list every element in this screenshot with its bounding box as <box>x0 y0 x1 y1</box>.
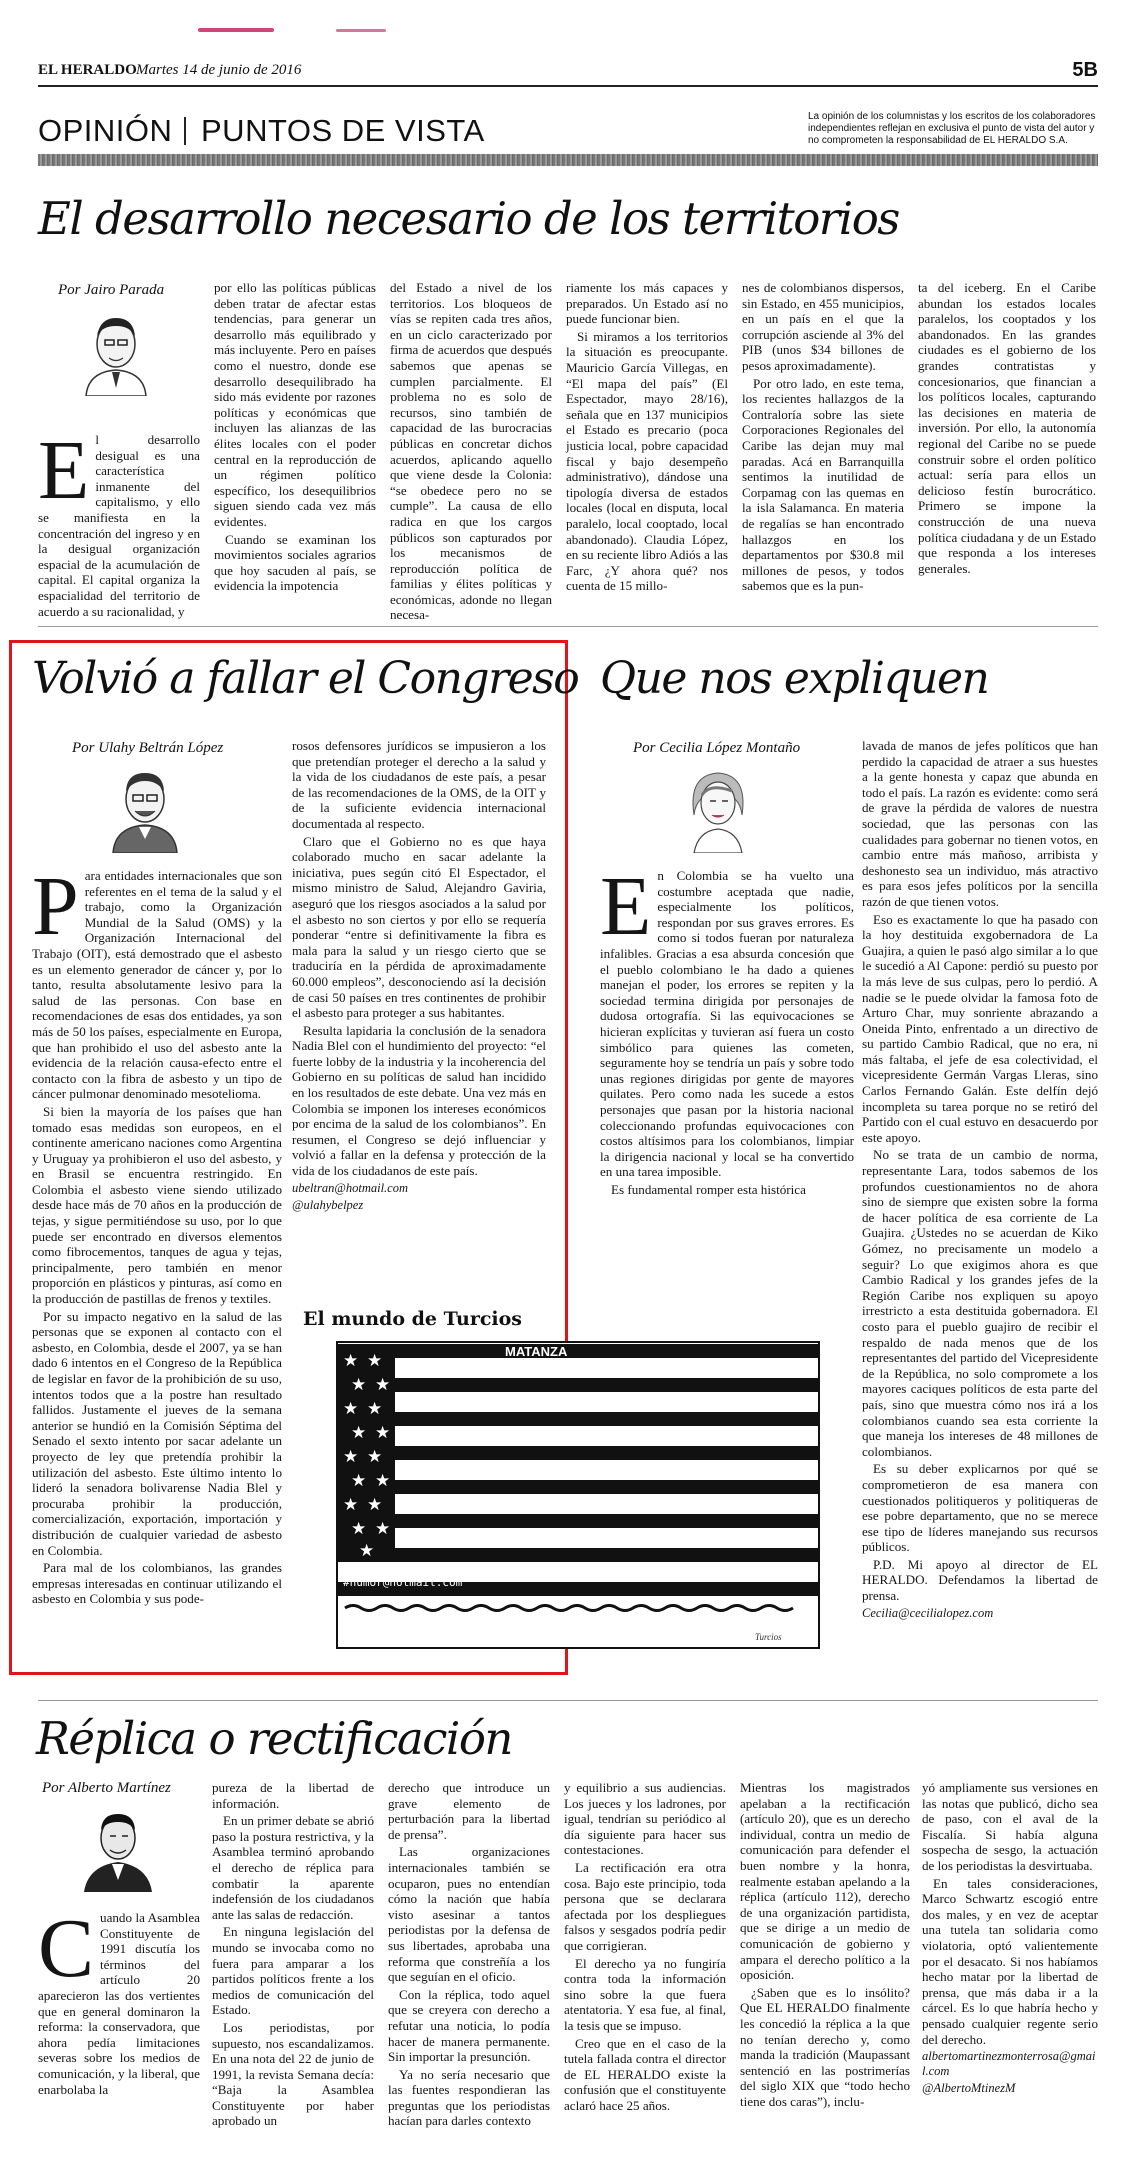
cartoon-signature: Turcios <box>755 1632 782 1642</box>
paragraph: El derecho ya no fungiría contra toda la información sino sobre la que fuera atentatoria. Y esa fue, al final, la tesis que se impuso. <box>564 1955 726 2033</box>
article-explicar-col-2 <box>862 738 1098 1623</box>
section-subtitle: PUNTOS DE VISTA <box>201 113 485 148</box>
svg-text:★: ★ <box>351 1423 367 1443</box>
byline-ulahy-beltran: Por Ulahy Beltrán López <box>72 740 224 756</box>
author-portrait-cecilia-lopez <box>680 765 756 853</box>
paragraph: Por otro lado, en este tema, los recientes hallazgos de la Contraloría sobre las siete Corporaciones Regionales del Caribe las dejan muy mal paradas. Acá en Barranquilla sentimos la inutilidad de Corpamag con las quemas en la isla Salamanca. En materia de regalías se han encontrado hallazgos en los departamentos por $30.8 mil millones de pesos, y todos sabemos que es la pun- <box>742 375 904 594</box>
dropcap: E <box>600 860 652 953</box>
author-portrait-jairo-parada <box>78 308 154 396</box>
masthead <box>38 59 1098 82</box>
svg-text:★: ★ <box>343 1399 359 1419</box>
cartoon-hashtags: #humor@hotmail.com <box>343 1576 463 1589</box>
paragraph: l desarrollo desigual es una característica inmanente del capitalismo, y ello se manifiesta en la concentración del ingreso y en la desigual organización espacial de la acumulación de capital. El capital organiza la espacialidad del territorio de acuerdo a su racionalidad, y <box>38 432 200 619</box>
author-portrait-ulahy-beltran <box>107 765 183 853</box>
author-email: Cecilia@cecilialopez.com <box>862 1605 994 1620</box>
cartoon-title: El mundo de Turcios <box>303 1308 522 1330</box>
article-desarrollo-col-6 <box>918 280 1096 578</box>
byline-cecilia-lopez: Por Cecilia López Montaño <box>633 740 801 756</box>
headline-desarrollo: El desarrollo necesario de los territorios <box>38 192 899 245</box>
divider <box>38 1700 1098 1701</box>
paragraph: lavada de manos de jefes políticos que han perdido la capacidad de atraer a sus huestes a la gente honesta y capaz que abunda en todo el país. La razón es evidente: como será de grave la pérdida de valores de nuestra sociedad, que las personas con las cualidades para gobernar no tienen votos, en cambio entre más mañoso, arribista y deshonesto sea un individuo, más atractivo es para esos jefes políticos por la sencilla razón de que tienen votos. <box>862 738 1098 909</box>
byline-jairo-parada: Por Jairo Parada <box>58 282 165 298</box>
dropcap: E <box>38 424 90 517</box>
paragraph: por ello las políticas públicas deben tratar de afectar estas tendencias, para generar un desarrollo más equilibrado y más incluyente. Pero en países como el nuestro, donde ese desarrollo desequilibrado ha sido más evidente por razones políticas y económicas que incluyen las alianzas de las élites locales con el poder central en la reproducción de un régimen político específico, los desequilibrios siguen siendo cada vez más evidentes. <box>214 280 376 529</box>
paragraph: En tales consideraciones, Marco Schwartz escogió entre dos males, y en vez de aceptar una tutela tan solidaria como violatoria, optó valientemente por el desacato. Si nos habíamos hecho matar por la libertad de prensa, que más daba ir a la cárcel. Es lo que habría hecho y pensado cualquier regente serio del derecho. <box>922 1875 1098 2047</box>
paragraph: P.D. Mi apoyo al director de EL HERALDO. Defendamos la libertad de prensa. <box>862 1556 1098 1604</box>
paragraph: Si miramos a los territorios la situación es preocupante. Mauricio García Villegas, en “El mapa del país” (El Espectador, mayo 28/16), señala que en 137 municipios el Estado es precario (poca justicia local, pobre capacidad fiscal y bajo desempeño administrativo), dándose una tipología diversa de estados locales (local en disputa, local paralelo, local cooptado, local abandonado). Claudia López, en su reciente libro Adiós a las Farc, ¿Y ahora qué? nos cuenta de 15 millo- <box>566 328 728 594</box>
article-explicar-col-1 <box>600 860 854 1199</box>
author-twitter: @AlbertoMtinezM <box>922 2081 1016 2096</box>
paragraph: Es su deber explicarnos por qué se comprometieron de esa manera con cuestionados politiqueros y politiqueras de ese pobre departamento, que no se merece ese tipo de líderes manejando sus recursos públicos. <box>862 1461 1098 1555</box>
svg-text:★: ★ <box>367 1447 383 1467</box>
svg-text:★: ★ <box>367 1495 383 1515</box>
article-desarrollo-col-4 <box>566 280 728 596</box>
author-email: ubeltran@hotmail.com <box>292 1180 409 1195</box>
paragraph: La rectificación era otra cosa. Bajo este principio, toda persona que se declarara afectada por los despliegues falsos y sesgados podría pedir que corrigieran. <box>564 1859 726 1953</box>
paragraph: Con la réplica, todo aquel que se creyera con derecho a refutar una noticia, lo podía hacer de manera permanente. Sin importar la presunción. <box>388 1986 550 2065</box>
author-portrait-alberto-martinez <box>80 1804 156 1892</box>
paragraph: Para mal de los colombianos, las grandes empresas interesadas en continuar utilizando el asbesto en Colombia y sus pode- <box>32 1560 282 1607</box>
article-replica-col-1 <box>38 1902 200 2099</box>
paragraph: n Colombia se ha vuelto una costumbre aceptada que nadie, especialmente los políticos, respondan por sus graves errores. Es como si todos fueran por naturaleza infalibles. Gracias a esa absurda concesión que el pueblo colombiano le ha dado a quienes manejan el poder, los errores se repiten y la sociedad termina dirigida por personajes de dudosa ortografía. Si las equivocaciones se hicieran explícitas y tuvieran así fuera un costo simbólico para quienes las cometen, seguramente hoy se tendría un país y sobre todo unas regiones dirigidas por gente de mayores quilates. Pero como nada les sucede a estos personajes que pasan por la historia nacional coleccionando profundas equivocaciones con costos altísimos para los colombianos, limpiar la dirigencia nacional y local se ha convertido en una tarea imposible. <box>600 868 854 1180</box>
paragraph: Resulta lapidaria la conclusión de la senadora Nadia Blel con el hundimiento del proyecto: “el fuerte lobby de la industria y la incoherencia del Gobierno en su políticas de salud han incidido en los resultados de este debate. Una vez más en Colombia se imponen los intereses económicos por encima de la salud de los colombianos”. En resumen, el Congreso se dejó influenciar y volvió a fallar en la defensa y protección de la vida de los ciudadanos de este país. <box>292 1022 546 1179</box>
byline-alberto-martinez: Por Alberto Martínez <box>42 1780 171 1796</box>
article-desarrollo-col-3 <box>390 280 552 625</box>
paragraph: ¿Saben que es lo insólito? Que EL HERALDO finalmente les concedió la réplica a la que no tenían derecho y, como manda la tradición (Maupassant sentenció en las postrimerías del siglo XIX que “todo hecho tiene dos caras”), inclu- <box>740 1984 910 2109</box>
section-title: OPINIÓN <box>38 113 173 148</box>
paragraph: rosos defensores jurídicos se impusieron a los que pretendían proteger el derecho a la salud y la vida de los ciudadanos de este país, a pesar de las recomendaciones de la OMS, de la OIT y de la suficiente evidencia internacional documentada al respecto. <box>292 738 546 831</box>
section-divider <box>184 117 186 145</box>
paragraph: Las organizaciones internacionales también se ocuparon, pues no entendían cómo la nación que había visto asesinar a tantos periodistas por la defensa de sus libertades, aprobaba una reforma que constreñía a los que seguían en el oficio. <box>388 1844 550 1985</box>
paragraph: uando la Asamblea Constituyente de 1991 discutía los términos del artículo 20 aparecieron las dos vertientes que en general dominaron la reforma: la conservadora, que ahora pedía limitaciones severas sobre los medios de comunicación, y la liberal, que enarbolaba la <box>38 1910 200 2097</box>
paragraph: Claro que el Gobierno no es que haya colaborado mucho en sacar adelante la iniciativa, pues según citó El Espectador, el mismo ministro de Salud, Alejandro Gaviria, aseguró que los riesgos asociados a la salud por el asbesto no son ciertos y por ello se requería ponderar “entre si definitivamente la fibra es mala para la salud y un riesgo cierto que se traduciría en la pérdida de aproximadamente 60.000 empleos”, desconociendo así la decisión de casi 50 países en tres continentes de prohibir el asbesto para proteger a sus habitantes. <box>292 833 546 1021</box>
article-replica-col-5 <box>740 1780 910 2111</box>
paragraph: derecho que introduce un grave elemento de perturbación para la libertad de prensa”. <box>388 1780 550 1842</box>
divider <box>38 626 1098 627</box>
article-desarrollo-col-2 <box>214 280 376 596</box>
svg-text:★: ★ <box>367 1399 383 1419</box>
section-disclaimer: La opinión de los columnistas y los escritos de los colaboradores independientes reflejan en exclusiva el punto de vista del autor y no comprometen la responsabilidad de EL HERALDO S.A. <box>808 111 1096 146</box>
cartoon-flag-illustration <box>335 1340 821 1650</box>
paragraph: No se trata de un cambio de norma, representante Lara, todos sabemos de los profundos cuestionamientos no de ahora sino de siempre que existen sobre la forma de hacer política de esa corriente de La Guajira. ¿Ustedes no se acuerdan de Kiko Gómez, no precisamente un modelo a seguir? Lo que exigimos ahora es que Cambio Radical y los grandes jefes de la Región Caribe nos expliquen su apoyo irrestricto a esta destituida gobernadora. El costo para el pueblo guajiro de recibir el respaldo de nada menos que de los representantes del partido del Vicepresidente de la República, no solo compromete a los mayores caciques políticos de esta parte del país, sino que muestra cómo nos irá a los colombianos cuando sea esta corriente la que maneja los intereses de 48 millones de colombianos. <box>862 1147 1098 1459</box>
section-header <box>38 113 1098 153</box>
article-replica-col-4 <box>564 1780 726 2115</box>
dropcap: P <box>32 860 79 953</box>
paragraph: Creo que en el caso de la tutela fallada contra el director de EL HERALDO existe la confusión que el constituyente aclaró hace 25 años. <box>564 2035 726 2113</box>
paragraph: En un primer debate se abrió paso la postura restrictiva, y la Asamblea terminó aprobando el derecho de réplica para combatir la aparente indefensión de los ciudadanos ante las salas de redacción. <box>212 1813 374 1922</box>
paragraph: nes de colombianos dispersos, sin Estado, en 455 municipios, en un país en el que la corrupción asciende al 3% del PIB (unos $34 billones de pesos aproximadamente). <box>742 280 904 373</box>
article-congreso-col-2 <box>292 738 546 1215</box>
author-twitter: @ulahybelpez <box>292 1197 364 1212</box>
article-desarrollo-col-1 <box>38 424 200 621</box>
svg-text:★: ★ <box>343 1351 359 1371</box>
paragraph: y equilibrio a sus audiencias. Los jueces y los ladrones, por igual, tendrían su periódico al día siguiente para hacer sus contestaciones. <box>564 1780 726 1858</box>
section-texture-bar <box>38 154 1098 166</box>
headline-replica: Réplica o rectificación <box>36 1712 512 1765</box>
paragraph: Los periodistas, por supuesto, nos escandalizamos. En una nota del 22 de junio de 1991, la revista Semana decía: “Baja la Asamblea Constituyente por haber aprobado un <box>212 2019 374 2129</box>
paragraph: Si bien la mayoría de los países que han tomado esas medidas son europeos, en el continente americano naciones como Argentina y Uruguay ya prohibieron el uso del asbesto, y en Brasil se encuentra restringido. En Colombia el asbesto viene siendo utilizado desde hace más de 70 años en la producción de tejas, y sigue permitiéndose su uso, por lo que puede ser encontrado en diversos elementos como fibrocementos, tanques de agua y tejas, principalmente, pero también en menor proporción en plásticos y pinturas, así como en la producción de pastillas de frenos y textiles. <box>32 1103 282 1307</box>
issue-date: Martes 14 de junio de 2016 <box>136 62 302 78</box>
paragraph: Eso es exactamente lo que ha pasado con la hoy destituida exgobernadora de La Guajira, a quien le pasó algo similar a lo que le sucedió a Al Capone: perdió su puesto por la más leve de sus culpas, pero lo perdió. A nadie se le puede olvidar la famosa foto de Arturo Char, muy sonriente abrazando a Oneida Pinto, enfrentado a un directivo de su partido Cambio Radical, que no era, ni más faltaba, el jefe de esa colectividad, el vicepresidente Germán Vargas Lleras, sino Carlos Fernando Galán. Este delfín dejó incompleta su tarea porque no se retiró del Partido con el cual estuvo en desacuerdo por este apoyo. <box>862 911 1098 1145</box>
paragraph: yó ampliamente sus versiones en las notas que publicó, dicho sea de paso, con el aval de la Fiscalía. Si había alguna sospecha de sesgo, la actuación de los periodistas la desvirtuaba. <box>922 1780 1098 1873</box>
svg-text:★: ★ <box>375 1519 391 1539</box>
headline-que-nos-expliquen: Que nos expliquen <box>600 653 989 704</box>
paragraph: Por su impacto negativo en la salud de las personas que se exponen al contacto con el asbesto, en Colombia, desde el 2007, ya se han dado 6 intentos en el Congreso de la República de legislar en favor de la prohibición de su uso, intentos todos que a la postre han resultado fallidos. Justamente el jueves de la semana anterior se hundió en la Comisión Séptima del Senado el sexto intento por sacar adelante un proyecto de ley que pretendía prohibir la utilización del asbesto. Este último intento lo lideró la senadora bolivarense Nadia Blel y procuraba prohibir la producción, comercialización, exportación, importación y distribución de cualquier variedad de asbesto en Colombia. <box>32 1308 282 1558</box>
paragraph: ara entidades internacionales que son referentes en el tema de la salud y el trabajo, como la Organización Mundial de la Salud (OMS) y la Organización Internacional del Trabajo (OIT), está demostrado que el asbesto es un elemento generador de cáncer y, por lo tanto, resulta absolutamente lesivo para la salud de las personas. Con base en recomendaciones de esas dos entidades, ya son más de 50 los países, especialmente en Europa, que han prohibido el uso del asbesto ante la evidencia de la relación causa-efecto entre el contacto con la fibra de asbesto y un tipo de cáncer pulmonar denominado mesotelioma. <box>32 868 282 1102</box>
paper-name: EL HERALDO <box>38 62 137 78</box>
svg-text:★: ★ <box>367 1351 383 1371</box>
article-replica-col-6 <box>922 1780 1098 2098</box>
paragraph: En ninguna legislación del mundo se invocaba como no fuera para amparar a los partidos políticos frente a los medios de comunicación del Estado. <box>212 1924 374 2018</box>
headline-congreso: Volvió a fallar el Congreso <box>32 653 579 704</box>
svg-text:★: ★ <box>375 1375 391 1395</box>
paragraph: Cuando se examinan los movimientos sociales agrarios que hoy sacuden al país, se evidencia la impotencia <box>214 531 376 594</box>
svg-text:★: ★ <box>375 1471 391 1491</box>
paragraph: Es fundamental romper esta histórica <box>611 1181 806 1197</box>
svg-text:★: ★ <box>351 1471 367 1491</box>
svg-text:★: ★ <box>343 1447 359 1467</box>
ink-mark <box>336 29 386 32</box>
paragraph: Mientras los magistrados apelaban a la rectificación (artículo 20), que es un derecho individual, contra un medio de comunicación para defender el buen nombre y la honra, realmente estaban apelando a la réplica (artículo 112), derecho de una organización partidista, que se dirige a un medio de comunicación de gobierno y ampara el derecho político a la oposición. <box>740 1780 910 1983</box>
article-desarrollo-col-5 <box>742 280 904 596</box>
ink-mark <box>198 28 274 32</box>
masthead-rule <box>38 85 1098 87</box>
dropcap: C <box>38 1902 95 1995</box>
paragraph: Ya no sería necesario que las fuentes respondieran las preguntas que los periodistas hacían para darles contexto <box>388 2066 550 2129</box>
svg-text:★: ★ <box>351 1375 367 1395</box>
paragraph: ta del iceberg. En el Caribe abundan los estados locales paralelos, los cooptados y los abandonados. En las grandes ciudades es el gobierno de los grandes contratistas y concesionarios, que financian a los políticos locales, capturando las decisiones en materia de inversión. Por ello, la autonomía regional del Caribe no se puede construir sobre el orden político actual: sería para ellos un delicioso festín burocrático. Primero se impone la construcción de una nueva política ciudadana y de un Estado que responda a los intereses generales. <box>918 280 1096 576</box>
svg-text:★: ★ <box>351 1519 367 1539</box>
paragraph: pureza de la libertad de información. <box>212 1780 374 1811</box>
svg-text:★: ★ <box>343 1495 359 1515</box>
svg-text:★: ★ <box>359 1541 375 1561</box>
cartoon-flag-text: MATANZA <box>505 1344 568 1359</box>
page-number: 5B <box>1072 59 1098 81</box>
paragraph: riamente los más capaces y preparados. Un Estado así no puede funcionar bien. <box>566 280 728 327</box>
article-replica-col-2 <box>212 1780 374 2131</box>
author-email: albertomartinezmonterrosa@gmail.com <box>922 2049 1096 2079</box>
svg-text:★: ★ <box>375 1423 391 1443</box>
paragraph: del Estado a nivel de los territorios. Los bloqueos de vías se repiten cada tres años, en un ciclo caracterizado por firma de acuerdos que después sabemos que apenas se cumplen parcialmente. El problema no es solo de recursos, sino también de capacidad de las burocracias públicas en concretar dichos acuerdos, aplicando aquello que viene desde la Colonia: “se obedece pero no se cumple”. La causa de ello radica en que los cargos públicos son capturados por los mecanismos de reproducción política de familias y élites políticas y económicas, adonde no llegan necesa- <box>390 280 552 623</box>
article-congreso-col-1 <box>32 860 282 1609</box>
article-replica-col-3 <box>388 1780 550 2131</box>
